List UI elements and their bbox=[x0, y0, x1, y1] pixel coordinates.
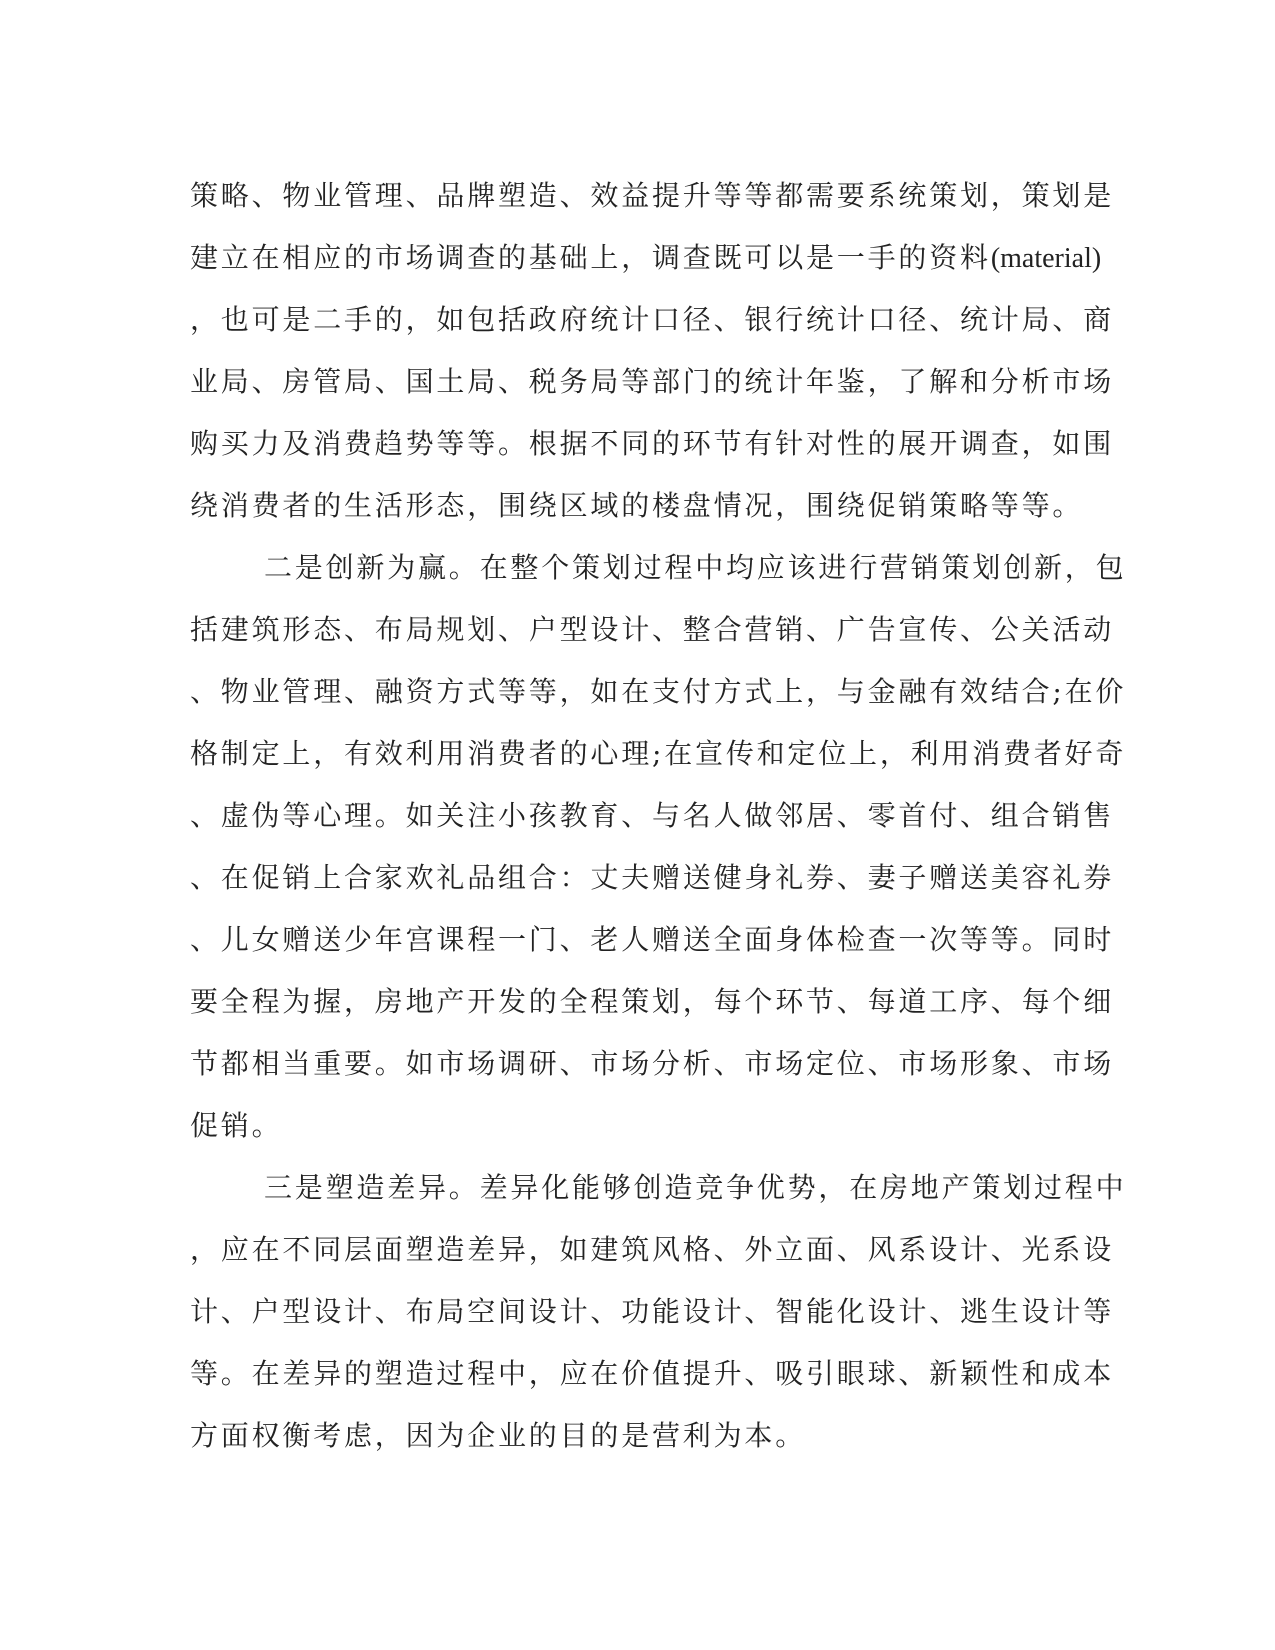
text-line: 要全程为握，房地产开发的全程策划，每个环节、每道工序、每个细 bbox=[190, 985, 1115, 1018]
text-line: 格制定上，有效利用消费者的心理;在宣传和定位上，利用消费者好奇 bbox=[190, 737, 1127, 770]
text-segment: 建立在相应的市场调查的基础上，调查既可以是一手的资料 bbox=[190, 241, 991, 274]
text-line: 购买力及消费趋势等等。根据不同的环节有针对性的展开调查，如围 bbox=[190, 427, 1115, 460]
text-line: 、虚伪等心理。如关注小孩教育、与名人做邻居、零首付、组合销售 bbox=[190, 799, 1115, 832]
text-line: 、在促销上合家欢礼品组合：丈夫赠送健身礼券、妻子赠送美容礼券 bbox=[190, 861, 1115, 894]
text-line: 括建筑形态、布局规划、户型设计、整合营销、广告宣传、公关活动 bbox=[190, 613, 1115, 646]
text-line: 、物业管理、融资方式等等，如在支付方式上，与金融有效结合;在价 bbox=[190, 675, 1127, 708]
text-line: 节都相当重要。如市场调研、市场分析、市场定位、市场形象、市场 bbox=[190, 1047, 1115, 1080]
text-line: 、儿女赠送少年宫课程一门、老人赠送全面身体检查一次等等。同时 bbox=[190, 923, 1115, 956]
text-line: 计、户型设计、布局空间设计、功能设计、智能化设计、逃生设计等 bbox=[190, 1295, 1115, 1328]
text-line: 三是塑造差异。差异化能够创造竞争优势，在房地产策划过程中 bbox=[264, 1171, 1127, 1204]
paragraph-2 bbox=[190, 537, 1127, 1157]
text-line: 等。在差异的塑造过程中，应在价值提升、吸引眼球、新颖性和成本 bbox=[190, 1357, 1115, 1390]
text-line: ，也可是二手的，如包括政府统计口径、银行统计口径、统计局、商 bbox=[190, 303, 1115, 336]
text-line: 绕消费者的生活形态，围绕区域的楼盘情况，围绕促销策略等等。 bbox=[190, 489, 1084, 522]
text-line bbox=[190, 227, 1102, 289]
paragraph-3 bbox=[190, 1157, 1127, 1467]
document-body bbox=[190, 165, 1127, 1467]
text-line: ，应在不同层面塑造差异，如建筑风格、外立面、风系设计、光系设 bbox=[190, 1233, 1115, 1266]
text-line: 业局、房管局、国土局、税务局等部门的统计年鉴，了解和分析市场 bbox=[190, 365, 1115, 398]
text-line: 促销。 bbox=[190, 1109, 283, 1142]
text-line: 策略、物业管理、品牌塑造、效益提升等等都需要系统策划，策划是 bbox=[190, 179, 1115, 212]
paragraph-1 bbox=[190, 165, 1115, 537]
text-line: 方面权衡考虑，因为企业的目的是营利为本。 bbox=[190, 1419, 807, 1452]
text-line: 二是创新为赢。在整个策划过程中均应该进行营销策划创新，包 bbox=[264, 551, 1127, 584]
latin-term: (material) bbox=[990, 243, 1102, 274]
